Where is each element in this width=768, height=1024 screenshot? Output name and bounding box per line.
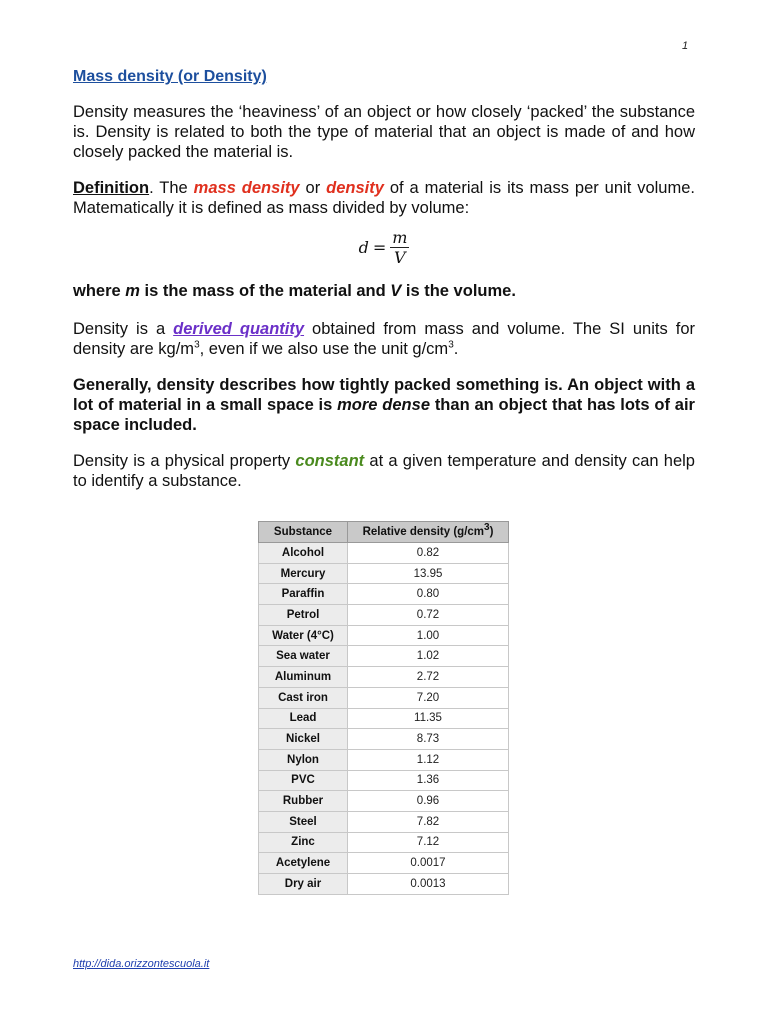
constant-term: constant: [295, 452, 365, 470]
table-row: [259, 584, 509, 605]
text-run: Density is a physical property: [73, 452, 296, 470]
density-value-cell: 0.0013: [348, 874, 509, 895]
intro-paragraph: Density measures the ‘heaviness’ of an object or how closely ‘packed’ the substance is. Density is related to both the type of material that an object is made of and how closely packed the material is.: [73, 103, 695, 161]
text-run: is the mass of the material and: [139, 282, 391, 300]
substance-cell: Alcohol: [259, 543, 348, 564]
text-run: of a material is its mass per unit volume. Matematically it is defined as mass divided by volume:: [73, 179, 695, 217]
substance-cell: Lead: [259, 708, 348, 729]
substance-cell: Steel: [259, 811, 348, 832]
superscript: 3: [448, 339, 454, 351]
formula-equals: =: [372, 238, 387, 257]
footer-link[interactable]: http://dida.orizzontescuola.it: [73, 958, 210, 970]
density-table: [258, 521, 509, 895]
substance-cell: Acetylene: [259, 853, 348, 874]
substance-cell: Water (4°C): [259, 625, 348, 646]
table-body: [259, 543, 509, 895]
density-value-cell: 0.80: [348, 584, 509, 605]
table-row: [259, 749, 509, 770]
table-row: [259, 543, 509, 564]
density-value-cell: 11.35: [348, 708, 509, 729]
definition-paragraph: [73, 178, 695, 218]
density-value-cell: 0.0017: [348, 853, 509, 874]
text-run: or: [299, 179, 327, 197]
table-row: [259, 646, 509, 667]
table-row: [259, 770, 509, 791]
emphasis: more dense: [337, 396, 430, 414]
table-row: [259, 874, 509, 895]
packing-paragraph: [73, 375, 695, 435]
header-superscript: 3: [484, 522, 490, 534]
density-value-cell: 0.82: [348, 543, 509, 564]
text-run: is the volume.: [401, 282, 516, 300]
text-run: , even if we also use the unit g/cm: [199, 340, 449, 358]
substance-cell: Nickel: [259, 729, 348, 750]
definition-term: Definition: [73, 179, 150, 197]
header-substance: Substance: [259, 522, 348, 543]
derived-quantity-paragraph: [73, 319, 695, 359]
table-row: [259, 729, 509, 750]
mass-symbol: m: [125, 282, 140, 300]
formula-lhs: d: [358, 238, 369, 257]
text-run: . The: [149, 179, 194, 197]
table-header-row: [259, 522, 509, 543]
derived-quantity-link[interactable]: derived quantity: [173, 320, 305, 338]
table-row: [259, 853, 509, 874]
where-paragraph: [73, 281, 695, 301]
table-row: [259, 832, 509, 853]
table-row: [259, 687, 509, 708]
density-value-cell: 7.20: [348, 687, 509, 708]
text-run: at a given temperature and density can help to identify a substance.: [73, 452, 695, 490]
substance-cell: Zinc: [259, 832, 348, 853]
document-body: [73, 66, 695, 491]
table-row: [259, 563, 509, 584]
density-value-cell: 1.12: [348, 749, 509, 770]
formula-denominator: V: [394, 248, 406, 267]
density-value-cell: 1.36: [348, 770, 509, 791]
text-run: Generally, density describes how tightly packed something is. An object with a lot of material in a small space is: [73, 376, 695, 414]
table-row: [259, 811, 509, 832]
density-term: density: [326, 179, 384, 197]
substance-cell: Rubber: [259, 791, 348, 812]
header-relative-density: [348, 522, 509, 543]
density-value-cell: 7.12: [348, 832, 509, 853]
formula-numerator: m: [392, 228, 408, 247]
density-value-cell: 8.73: [348, 729, 509, 750]
substance-cell: Aluminum: [259, 667, 348, 688]
density-value-cell: 7.82: [348, 811, 509, 832]
table-row: [259, 605, 509, 626]
section-heading: Mass density (or Density): [73, 68, 267, 85]
density-value-cell: 0.72: [348, 605, 509, 626]
table-row: [259, 667, 509, 688]
density-value-cell: 1.00: [348, 625, 509, 646]
text-run: where: [73, 282, 126, 300]
substance-cell: Cast iron: [259, 687, 348, 708]
substance-cell: Petrol: [259, 605, 348, 626]
table-row: [259, 708, 509, 729]
density-value-cell: 1.02: [348, 646, 509, 667]
density-value-cell: 2.72: [348, 667, 509, 688]
substance-cell: Mercury: [259, 563, 348, 584]
formula-fraction: [390, 228, 409, 267]
density-formula: [73, 228, 695, 267]
text-run: Density is a: [73, 320, 174, 338]
property-paragraph: [73, 451, 695, 491]
volume-symbol: V: [390, 282, 402, 300]
substance-cell: PVC: [259, 770, 348, 791]
density-value-cell: 13.95: [348, 563, 509, 584]
page-number: 1: [682, 40, 689, 52]
table-row: [259, 791, 509, 812]
density-value-cell: 0.96: [348, 791, 509, 812]
substance-cell: Paraffin: [259, 584, 348, 605]
superscript: 3: [194, 339, 200, 351]
header-text: ): [489, 526, 494, 538]
text-run: .: [453, 340, 459, 358]
mass-density-term: mass density: [193, 179, 300, 197]
substance-cell: Dry air: [259, 874, 348, 895]
substance-cell: Nylon: [259, 749, 348, 770]
substance-cell: Sea water: [259, 646, 348, 667]
table-row: [259, 625, 509, 646]
text-run: obtained from mass and volume. The SI units for density are kg/m: [73, 320, 695, 358]
text-run: than an object that has lots of air space included.: [73, 396, 695, 434]
header-text: Relative density (g/cm: [362, 526, 485, 538]
